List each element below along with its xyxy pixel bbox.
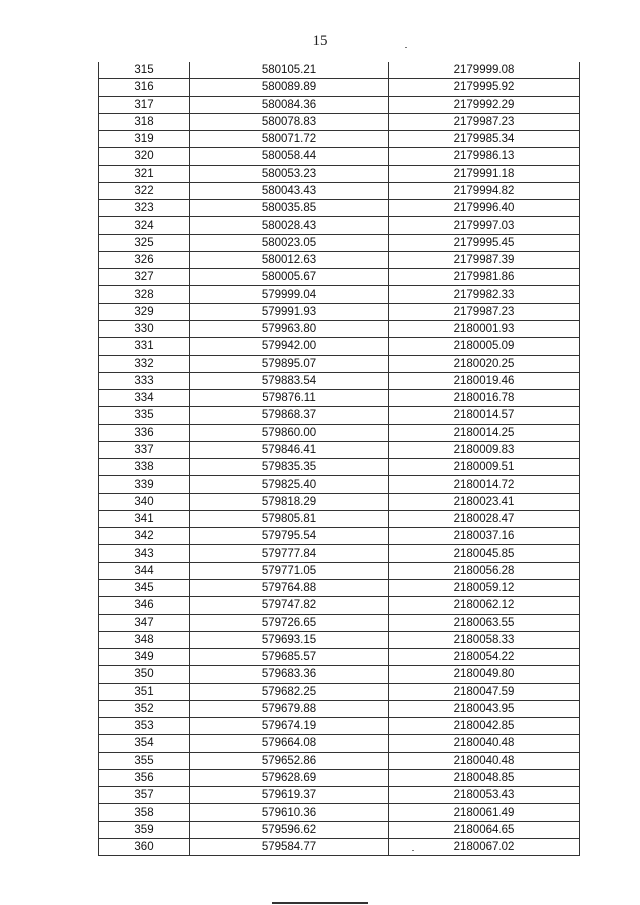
point-number-cell: 337 [99,441,190,458]
y-coordinate-cell: 2180040.48 [389,735,580,752]
x-coordinate-cell: 579685.57 [190,649,389,666]
y-coordinate-cell: 2180048.85 [389,769,580,786]
y-coordinate-cell: 2179995.45 [389,234,580,251]
point-number-cell: 350 [99,666,190,683]
x-coordinate-cell: 579963.80 [190,320,389,337]
point-number-cell: 327 [99,269,190,286]
y-coordinate-cell: 2180049.80 [389,666,580,683]
x-coordinate-cell: 579664.08 [190,735,389,752]
x-coordinate-cell: 579584.77 [190,838,389,855]
point-number-cell: 349 [99,649,190,666]
table-row [99,545,580,562]
y-coordinate-cell: 2180054.22 [389,649,580,666]
table-row [99,631,580,648]
y-coordinate-cell: 2179995.92 [389,79,580,96]
point-number-cell: 332 [99,355,190,372]
table-row [99,597,580,614]
point-number-cell: 328 [99,286,190,303]
point-number-cell: 317 [99,96,190,113]
y-coordinate-cell: 2180059.12 [389,579,580,596]
point-number-cell: 322 [99,182,190,199]
table-row [99,234,580,251]
x-coordinate-cell: 580035.85 [190,200,389,217]
x-coordinate-cell: 580084.36 [190,96,389,113]
x-coordinate-cell: 580012.63 [190,251,389,268]
point-number-cell: 357 [99,787,190,804]
y-coordinate-cell: 2180053.43 [389,787,580,804]
y-coordinate-cell: 2179987.23 [389,303,580,320]
x-coordinate-cell: 579868.37 [190,407,389,424]
y-coordinate-cell: 2180028.47 [389,510,580,527]
point-number-cell: 326 [99,251,190,268]
table-row [99,614,580,631]
point-number-cell: 333 [99,372,190,389]
x-coordinate-cell: 579771.05 [190,562,389,579]
y-coordinate-cell: 2180064.65 [389,821,580,838]
y-coordinate-cell: 2180014.25 [389,424,580,441]
y-coordinate-cell: 2179999.08 [389,62,580,79]
point-number-cell: 323 [99,200,190,217]
table-row [99,320,580,337]
point-number-cell: 330 [99,320,190,337]
x-coordinate-cell: 579683.36 [190,666,389,683]
point-number-cell: 339 [99,476,190,493]
y-coordinate-cell: 2180042.85 [389,718,580,735]
x-coordinate-cell: 579805.81 [190,510,389,527]
x-coordinate-cell: 579726.65 [190,614,389,631]
table-row [99,476,580,493]
y-coordinate-cell: 2180014.72 [389,476,580,493]
point-number-cell: 331 [99,338,190,355]
y-coordinate-cell: 2180005.09 [389,338,580,355]
point-number-cell: 329 [99,303,190,320]
point-number-cell: 343 [99,545,190,562]
table-row [99,838,580,855]
x-coordinate-cell: 580028.43 [190,217,389,234]
table-row [99,821,580,838]
table-row [99,148,580,165]
point-number-cell: 316 [99,79,190,96]
y-coordinate-cell: 2180020.25 [389,355,580,372]
table-row [99,769,580,786]
y-coordinate-cell: 2180063.55 [389,614,580,631]
y-coordinate-cell: 2180058.33 [389,631,580,648]
table-row [99,96,580,113]
x-coordinate-cell: 579747.82 [190,597,389,614]
point-number-cell: 315 [99,62,190,79]
y-coordinate-cell: 2180014.57 [389,407,580,424]
table-row [99,649,580,666]
x-coordinate-cell: 580078.83 [190,113,389,130]
x-coordinate-cell: 579846.41 [190,441,389,458]
y-coordinate-cell: 2179981.86 [389,269,580,286]
table-row [99,752,580,769]
y-coordinate-cell: 2180001.93 [389,320,580,337]
point-number-cell: 334 [99,390,190,407]
x-coordinate-cell: 580071.72 [190,131,389,148]
point-number-cell: 358 [99,804,190,821]
point-number-cell: 341 [99,510,190,527]
table-row [99,200,580,217]
table-row [99,303,580,320]
y-coordinate-cell: 2179992.29 [389,96,580,113]
x-coordinate-cell: 579818.29 [190,493,389,510]
point-number-cell: 340 [99,493,190,510]
point-number-cell: 320 [99,148,190,165]
point-number-cell: 345 [99,579,190,596]
x-coordinate-cell: 579619.37 [190,787,389,804]
x-coordinate-cell: 579825.40 [190,476,389,493]
table-row [99,718,580,735]
y-coordinate-cell: 2179986.13 [389,148,580,165]
table-row [99,286,580,303]
table-row [99,269,580,286]
table-row [99,251,580,268]
point-number-cell: 344 [99,562,190,579]
y-coordinate-cell: 2179996.40 [389,200,580,217]
y-coordinate-cell: 2180016.78 [389,390,580,407]
y-coordinate-cell: 2180067.02 [389,838,580,855]
x-coordinate-cell: 579674.19 [190,718,389,735]
point-number-cell: 356 [99,769,190,786]
x-coordinate-cell: 580005.67 [190,269,389,286]
table-row [99,493,580,510]
x-coordinate-cell: 579876.11 [190,390,389,407]
point-number-cell: 352 [99,700,190,717]
x-coordinate-cell: 579693.15 [190,631,389,648]
x-coordinate-cell: 579679.88 [190,700,389,717]
point-number-cell: 347 [99,614,190,631]
table-row [99,683,580,700]
table-row [99,165,580,182]
y-coordinate-cell: 2179997.03 [389,217,580,234]
x-coordinate-cell: 579991.93 [190,303,389,320]
coordinates-table [98,62,580,856]
table-row [99,735,580,752]
point-number-cell: 359 [99,821,190,838]
x-coordinate-cell: 579895.07 [190,355,389,372]
scan-speck [405,47,407,48]
point-number-cell: 353 [99,718,190,735]
x-coordinate-cell: 579942.00 [190,338,389,355]
y-coordinate-cell: 2180056.28 [389,562,580,579]
x-coordinate-cell: 579860.00 [190,424,389,441]
table-row [99,62,580,79]
x-coordinate-cell: 579764.88 [190,579,389,596]
point-number-cell: 318 [99,113,190,130]
x-coordinate-cell: 579628.69 [190,769,389,786]
point-number-cell: 348 [99,631,190,648]
x-coordinate-cell: 579999.04 [190,286,389,303]
y-coordinate-cell: 2180040.48 [389,752,580,769]
x-coordinate-cell: 580053.23 [190,165,389,182]
bottom-rule [272,902,368,904]
y-coordinate-cell: 2180023.41 [389,493,580,510]
y-coordinate-cell: 2180037.16 [389,528,580,545]
y-coordinate-cell: 2180062.12 [389,597,580,614]
x-coordinate-cell: 580043.43 [190,182,389,199]
y-coordinate-cell: 2180019.46 [389,372,580,389]
table-row [99,372,580,389]
point-number-cell: 335 [99,407,190,424]
point-number-cell: 354 [99,735,190,752]
y-coordinate-cell: 2179982.33 [389,286,580,303]
table-row [99,700,580,717]
point-number-cell: 355 [99,752,190,769]
table-row [99,441,580,458]
point-number-cell: 342 [99,528,190,545]
point-number-cell: 321 [99,165,190,182]
y-coordinate-cell: 2180009.83 [389,441,580,458]
y-coordinate-cell: 2180043.95 [389,700,580,717]
x-coordinate-cell: 579777.84 [190,545,389,562]
x-coordinate-cell: 580105.21 [190,62,389,79]
y-coordinate-cell: 2179991.18 [389,165,580,182]
y-coordinate-cell: 2179994.82 [389,182,580,199]
y-coordinate-cell: 2179985.34 [389,131,580,148]
x-coordinate-cell: 580058.44 [190,148,389,165]
point-number-cell: 324 [99,217,190,234]
x-coordinate-cell: 579596.62 [190,821,389,838]
table-row [99,113,580,130]
table-row [99,217,580,234]
y-coordinate-cell: 2180009.51 [389,459,580,476]
y-coordinate-cell: 2179987.39 [389,251,580,268]
table-row [99,562,580,579]
point-number-cell: 336 [99,424,190,441]
table-row [99,338,580,355]
point-number-cell: 351 [99,683,190,700]
table-row [99,355,580,372]
scan-speck [412,850,414,851]
table-row [99,79,580,96]
table-row [99,528,580,545]
y-coordinate-cell: 2180047.59 [389,683,580,700]
x-coordinate-cell: 580023.05 [190,234,389,251]
point-number-cell: 346 [99,597,190,614]
table-row [99,407,580,424]
table-row [99,787,580,804]
point-number-cell: 338 [99,459,190,476]
y-coordinate-cell: 2179987.23 [389,113,580,130]
table-row [99,390,580,407]
x-coordinate-cell: 580089.89 [190,79,389,96]
x-coordinate-cell: 579795.54 [190,528,389,545]
coordinates-table-body [99,62,580,856]
point-number-cell: 319 [99,131,190,148]
x-coordinate-cell: 579610.36 [190,804,389,821]
point-number-cell: 360 [99,838,190,855]
x-coordinate-cell: 579682.25 [190,683,389,700]
x-coordinate-cell: 579835.35 [190,459,389,476]
point-number-cell: 325 [99,234,190,251]
table-row [99,459,580,476]
table-row [99,182,580,199]
table-row [99,424,580,441]
x-coordinate-cell: 579652.86 [190,752,389,769]
table-row [99,510,580,527]
table-row [99,804,580,821]
table-row [99,579,580,596]
x-coordinate-cell: 579883.54 [190,372,389,389]
table-row [99,131,580,148]
page-number: 15 [312,33,328,49]
table-row [99,666,580,683]
y-coordinate-cell: 2180045.85 [389,545,580,562]
y-coordinate-cell: 2180061.49 [389,804,580,821]
